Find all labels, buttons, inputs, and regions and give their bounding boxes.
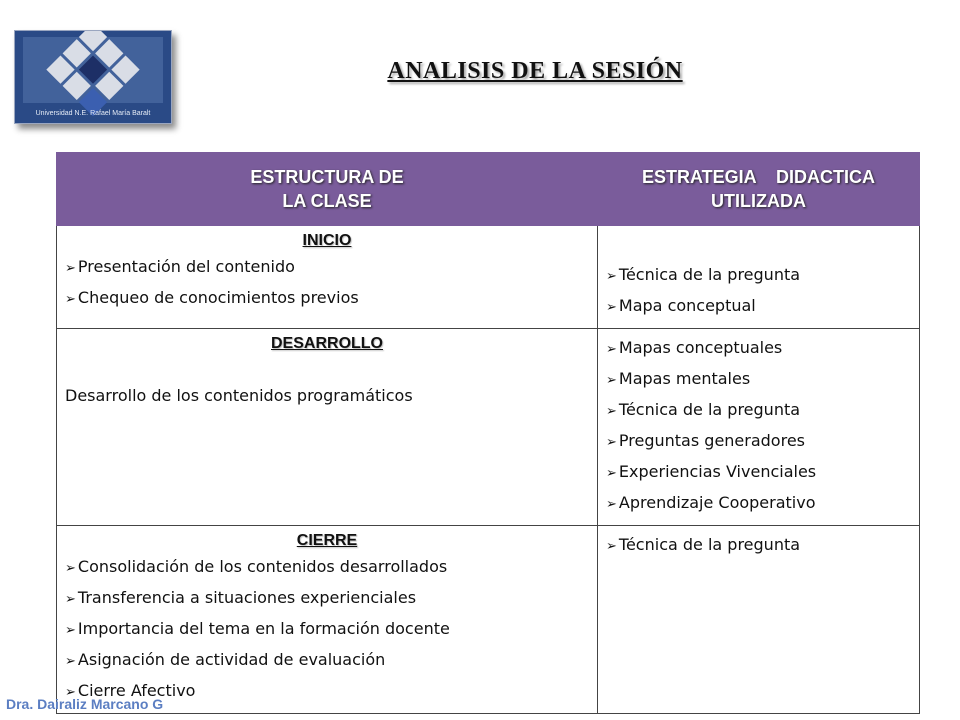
list-item: ➢ Importancia del tema en la formación docente [65, 619, 450, 638]
section-title-inicio: INICIO [302, 232, 352, 249]
list-item: ➢ Mapas mentales [606, 369, 751, 388]
arrow-bullet-icon: ➢ [606, 300, 617, 315]
logo-caption: Universidad N.E. Rafael María Baralt [35, 110, 151, 117]
table-row [57, 226, 920, 329]
author-footer: Dra. Dairaliz Marcano G [6, 696, 164, 712]
header-left-line: ESTRUCTURA DE [250, 167, 404, 187]
arrow-bullet-icon: ➢ [65, 261, 76, 276]
list-item: ➢ Chequeo de conocimientos previos [65, 288, 359, 307]
session-analysis-table [56, 152, 920, 714]
arrow-bullet-icon: ➢ [606, 497, 617, 512]
list-item: ➢ Transferencia a situaciones experienciales [65, 588, 417, 607]
arrow-bullet-icon: ➢ [65, 292, 76, 307]
table-row [57, 329, 920, 526]
page-title: ANALISIS DE LA SESIÓN [387, 58, 683, 84]
inicio-strategy-cell [598, 226, 920, 329]
arrow-bullet-icon: ➢ [65, 561, 76, 576]
arrow-bullet-icon: ➢ [65, 623, 76, 638]
header-right-line: ESTRATEGIA DIDACTICA [642, 167, 875, 187]
arrow-bullet-icon: ➢ [606, 404, 617, 419]
list-item: ➢ Cierre Afectivo [65, 681, 196, 700]
list-item: ➢ Técnica de la pregunta [606, 535, 801, 554]
list-item: ➢ Mapa conceptual [606, 296, 756, 315]
arrow-bullet-icon: ➢ [606, 435, 617, 450]
desarrollo-description: Desarrollo de los contenidos programáticos [65, 386, 413, 405]
arrow-bullet-icon: ➢ [606, 466, 617, 481]
arrow-bullet-icon: ➢ [65, 685, 76, 700]
cierre-strategy-cell [598, 526, 920, 714]
arrow-bullet-icon: ➢ [606, 269, 617, 284]
header-right-line: UTILIZADA [711, 191, 806, 211]
list-item: ➢ Asignación de actividad de evaluación [65, 650, 386, 669]
header-didactic-strategy [598, 153, 920, 226]
header-left-line: LA CLASE [282, 191, 372, 211]
university-logo [14, 30, 172, 124]
table-header-row [57, 153, 920, 226]
arrow-bullet-icon: ➢ [606, 342, 617, 357]
header-class-structure [57, 153, 598, 226]
cierre-structure-cell [57, 526, 598, 714]
desarrollo-structure-cell [57, 329, 598, 526]
desarrollo-strategy-cell [598, 329, 920, 526]
list-item: ➢ Consolidación de los contenidos desarrollados [65, 557, 448, 576]
arrow-bullet-icon: ➢ [65, 592, 76, 607]
list-item: ➢ Aprendizaje Cooperativo [606, 493, 816, 512]
list-item: ➢ Técnica de la pregunta [606, 265, 801, 284]
list-item: ➢ Presentación del contenido [65, 257, 295, 276]
list-item: ➢ Preguntas generadores [606, 431, 805, 450]
table-row [57, 526, 920, 714]
section-title-cierre: CIERRE [296, 532, 358, 549]
list-item: ➢ Técnica de la pregunta [606, 400, 801, 419]
inicio-structure-cell [57, 226, 598, 329]
arrow-bullet-icon: ➢ [65, 654, 76, 669]
list-item: ➢ Experiencias Vivenciales [606, 462, 817, 481]
arrow-bullet-icon: ➢ [606, 539, 617, 554]
section-title-desarrollo: DESARROLLO [271, 335, 383, 352]
arrow-bullet-icon: ➢ [606, 373, 617, 388]
list-item: ➢ Mapas conceptuales [606, 338, 783, 357]
